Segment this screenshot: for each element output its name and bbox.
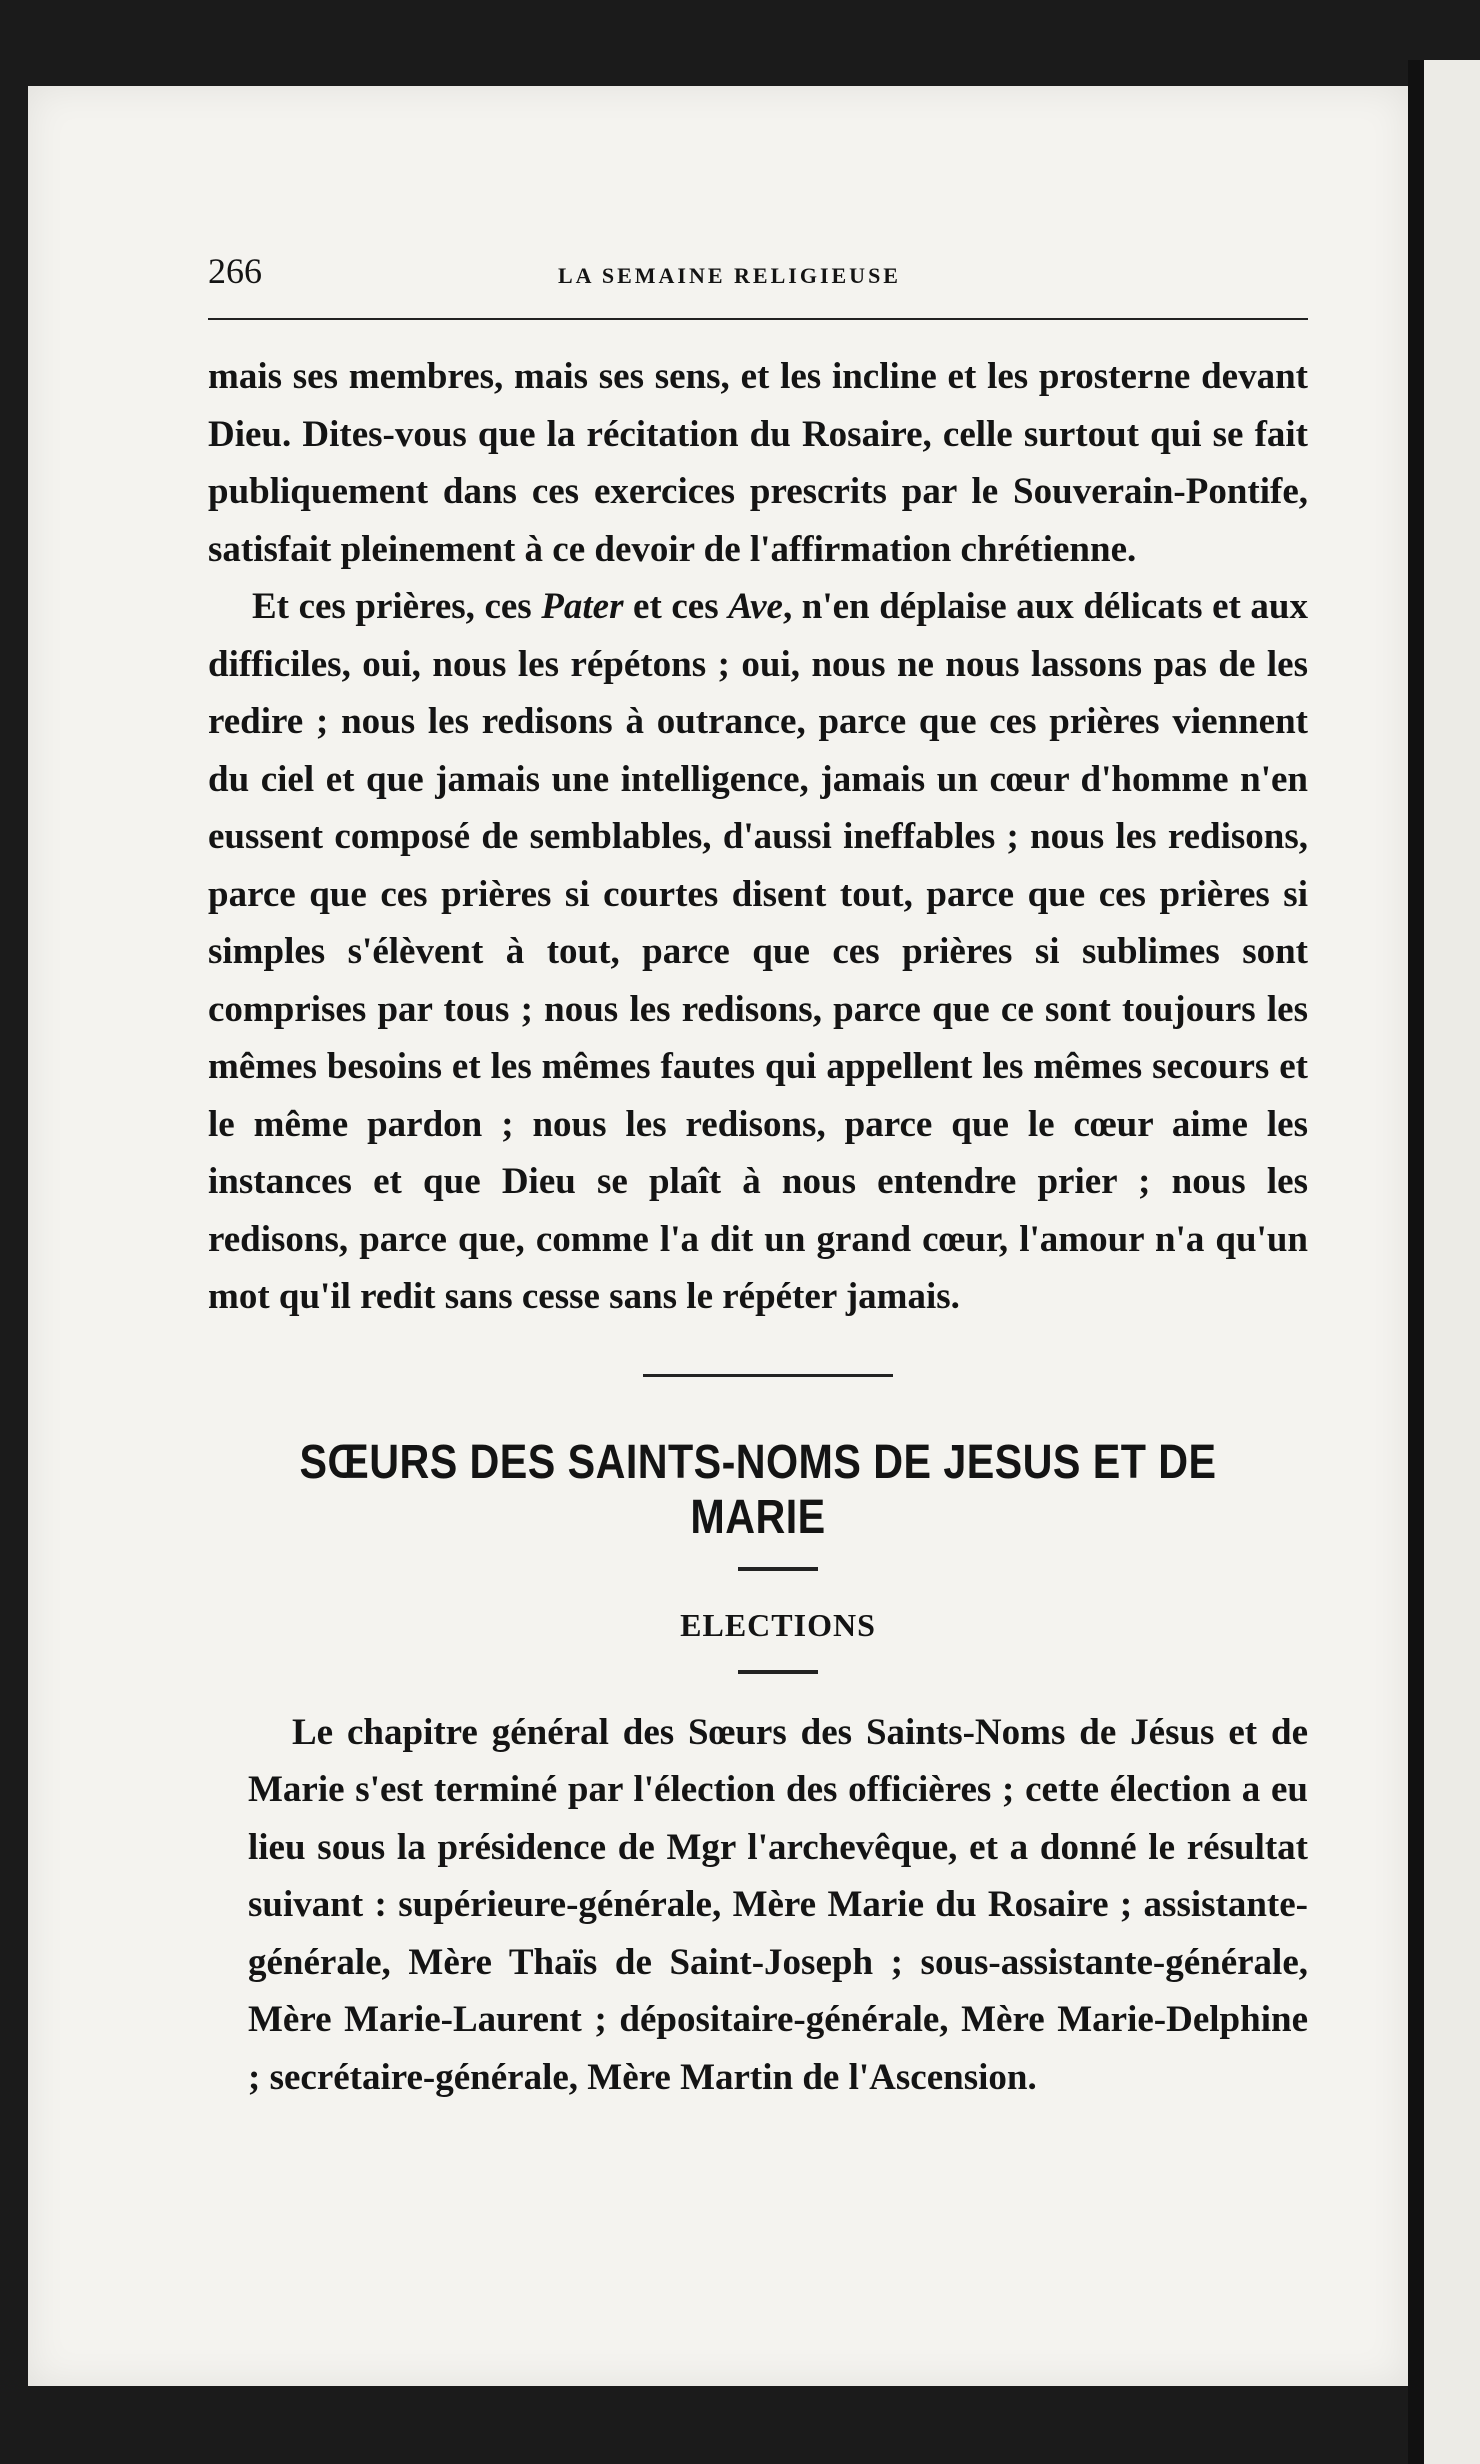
word-pater: Pater	[541, 586, 624, 627]
paragraph-3: Le chapitre général des Sœurs des Saints-Noms de Jésus et de Marie s'est terminé par l'élection des officières ; cette élection a eu lieu sous la présidence de Mgr l'archevêque, et a donné le résultat suivant : supérieure-générale, Mère Marie du Rosaire ; assistante-générale, Mère Thaïs de Saint-Joseph ; sous-assistante-générale, Mère Marie-Laurent ; dépositaire-générale, Mère Marie-Delphine ; secrétaire-générale, Mère Martin de l'Ascension.	[248, 1711, 1308, 2098]
next-page-edge	[1424, 60, 1480, 2464]
paragraph-2-mid: et ces	[623, 586, 729, 627]
header-rule	[208, 318, 1308, 320]
page-number: 266	[208, 251, 262, 291]
section-heading: SŒURS DES SAINTS-NOMS DE JESUS ET DE MARIE	[299, 1435, 1217, 1544]
subheading-rule	[738, 1670, 818, 1674]
paragraph-2-rest: , n'en déplaise aux délicats et aux difficiles, oui, nous les répétons ; oui, nous ne nous lassons pas de les redire ; nous les redisons à outrance, parce que ces prières viennent du ciel et que jamais une intelligence, jamais un cœur d'homme n'en eussent composé de semblables, d'aussi ineffables ; nous les redisons, parce que ces prières si courtes disent tout, parce que ces prières si simples s'élèvent à tout, parce que ces prières si sublimes sont comprises par tous ; nous les redisons, parce que ce sont toujours les mêmes besoins et les mêmes fautes qui appellent les mêmes secours et le même pardon ; nous les redisons, parce que le cœur aime les instances et que Dieu se plaît à nous entendre prier ; nous les redisons, parce que, comme l'a dit un grand cœur, l'amour n'a qu'un mot qu'il redit sans cesse sans le répéter jamais.	[208, 586, 1309, 1317]
paragraph-2-start: Et ces prières, ces	[252, 586, 542, 627]
paragraph-1: mais ses membres, mais ses sens, et les incline et les prosterne devant Dieu. Dites-vous que la récitation du Rosaire, celle surtout qui se fait publiquement dans ces exercices prescrits par le Souverain-Pontife, satisfait pleinement à ce devoir de l'affirmation chrétienne.	[208, 356, 1308, 570]
section-separator	[643, 1374, 893, 1377]
section-subheading: ELECTIONS	[680, 1606, 876, 1643]
running-title: LA SEMAINE RELIGIEUSE	[558, 263, 901, 288]
gutter-shadow	[1408, 60, 1424, 2464]
word-ave: Ave	[728, 586, 783, 627]
heading-rule	[738, 1567, 818, 1571]
page-header	[208, 250, 1308, 300]
paragraph-2	[208, 578, 1308, 1326]
page-content	[208, 250, 1308, 2106]
